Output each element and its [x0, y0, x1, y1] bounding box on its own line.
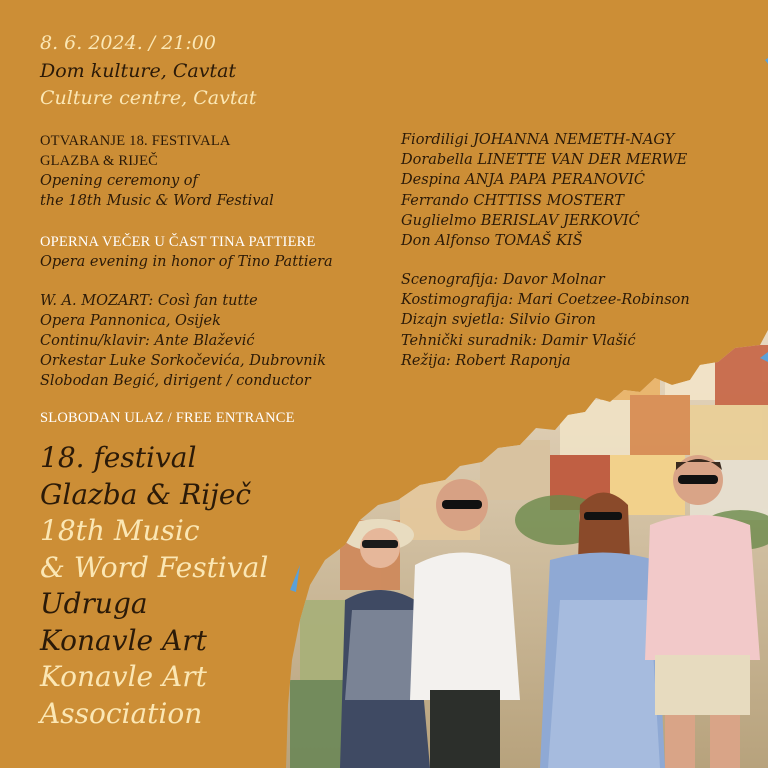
- program-continuo: Continu/klavir: Ante Blažević: [40, 333, 255, 349]
- cast-member: Dorabella LINETTE VAN DER MERWE: [401, 152, 688, 169]
- crew-member: Režija: Robert Raponja: [401, 352, 571, 369]
- organizer-line-1: Udruga: [40, 587, 148, 620]
- organizer-english-line-1: Konavle Art: [40, 660, 207, 693]
- crew-member: Scenografija: Davor Molnar: [401, 272, 605, 288]
- free-entrance: SLOBODAN ULAZ / FREE ENTRANCE: [40, 410, 295, 426]
- opera-evening-english: Opera evening in honor of Tino Pattiera: [40, 254, 333, 270]
- opera-evening-title: OPERNA VEČER U ČAST TINA PATTIERE: [40, 234, 316, 250]
- opening-title-line-2: GLAZBA & RIJEČ: [40, 153, 158, 169]
- crew-member: Dizajn svjetla: Silvio Giron: [401, 312, 596, 329]
- opening-english-line-2: the 18th Music & Word Festival: [40, 193, 274, 209]
- organizer-line-2: Konavle Art: [40, 623, 207, 657]
- crew-member: Tehnički suradnik: Damir Vlašić: [401, 332, 636, 349]
- festival-name-line-2: Glazba & Riječ: [40, 477, 252, 511]
- cast-member: Despina ANJA PAPA PERANOVIĆ: [401, 172, 645, 189]
- cast-member: Fiordiligi JOHANNA NEMETH-NAGY: [401, 132, 675, 148]
- cast-list: [401, 130, 687, 251]
- program-orchestra: Orkestar Luke Sorkočevića, Dubrovnik: [40, 353, 327, 369]
- event-date-time: 8. 6. 2024. / 21:00: [40, 32, 216, 54]
- opening-block: [40, 131, 274, 211]
- program-block: [40, 291, 326, 391]
- venue-english: Culture centre, Cavtat: [40, 87, 257, 109]
- cast-member: Don Alfonso TOMAŠ KIŠ: [401, 232, 583, 249]
- organizer-english-line-2: Association: [40, 696, 203, 730]
- opera-evening-block: [40, 232, 333, 272]
- photo-collage: [280, 320, 768, 768]
- crew-member: Kostimografija: Mari Coetzee-Robinson: [401, 292, 690, 309]
- cast-member: Guglielmo BERISLAV JERKOVIĆ: [401, 212, 640, 229]
- festival-english-line-2: & Word Festival: [40, 550, 269, 584]
- festival-branding: [40, 440, 268, 732]
- venue-local: Dom kulture, Cavtat: [40, 60, 237, 82]
- cast-member: Ferrando CHTTISS MOSTERT: [401, 192, 624, 209]
- program-work: W. A. MOZART: Così fan tutte: [40, 293, 258, 309]
- opening-english-line-1: Opening ceremony of: [40, 173, 198, 189]
- festival-english-line-1: 18th Music: [40, 514, 200, 547]
- program-company: Opera Pannonica, Osijek: [40, 313, 221, 329]
- festival-name-line-1: 18. festival: [40, 441, 197, 474]
- crew-list: [401, 270, 690, 371]
- opening-title-line-1: OTVARANJE 18. FESTIVALA: [40, 133, 231, 149]
- program-conductor: Slobodan Begić, dirigent / conductor: [40, 373, 311, 389]
